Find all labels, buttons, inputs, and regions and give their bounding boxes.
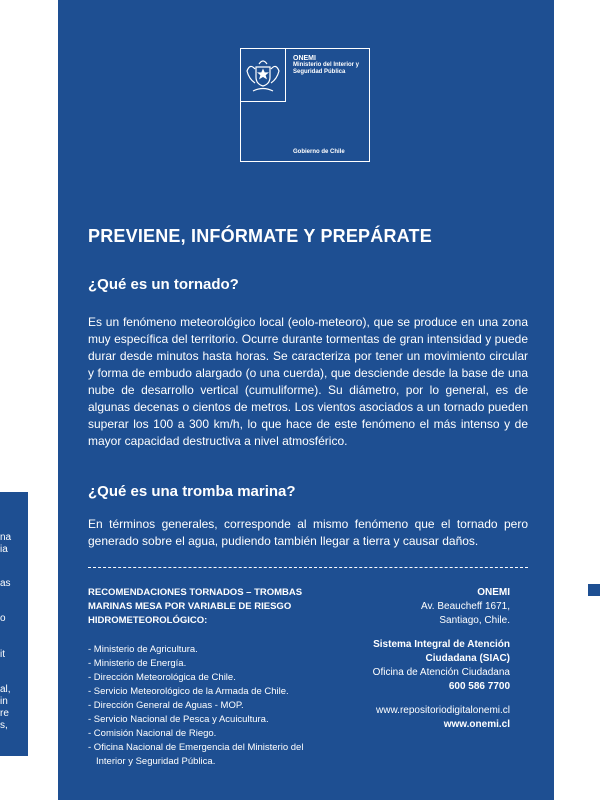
list-item: - Comisión Nacional de Riego.: [88, 728, 217, 739]
list-item: - Ministerio de Agricultura.: [88, 644, 198, 655]
logo-gov-text: Gobierno de Chile: [293, 149, 345, 155]
strip-fragment: s,: [0, 720, 8, 731]
contact-block: [310, 586, 510, 732]
adjacent-page-mark: [588, 584, 600, 596]
section-title-tornado: ¿Qué es un tornado?: [88, 276, 239, 293]
siac-office: Oficina de Atención Ciudadana: [372, 667, 510, 678]
main-heading: PREVIENE, INFÓRMATE Y PREPÁRATE: [88, 226, 432, 246]
logo-ministry: Ministerio del Interior y Seguridad Pública: [293, 62, 360, 75]
coat-of-arms-icon: [241, 49, 285, 101]
list-item: - Ministerio de Energía.: [88, 658, 187, 669]
strip-fragment: re: [0, 708, 9, 719]
logo-org-text: [293, 55, 359, 76]
section-title-tromba: ¿Qué es una tromba marina?: [88, 483, 296, 500]
siac-title-line1: Sistema Integral de Atención: [373, 639, 510, 650]
logo-org-name: ONEMI: [293, 55, 316, 62]
strip-fragment: al,: [0, 684, 11, 695]
tornado-paragraph: Es un fenómeno meteorológico local (eolo-meteoro), que se produce en una zona muy específica del territorio. Ocurre durante tormentas de gran intensidad y puede durar desde minutos hasta horas. Se caracteriza por tener un movimiento circular y forma de embudo alargado (o una cuerda), que desciende desde la base de una nube de desarrollo vertical (cumuliforme). Su diámetro, por lo general, es de algunas decenas o cientos de metros. Los vientos asociados a un tornado pueden superar los 100 a 300 km/h, lo que hace de este fenómeno el más intenso y de mayor capacidad destructiva a nivel atmosférico.: [88, 315, 528, 448]
onemi-logo: [240, 48, 370, 162]
list-item: - Servicio Meteorológico de la Armada de Chile.: [88, 686, 289, 697]
strip-fragment: as: [0, 578, 11, 589]
list-item: - Servicio Nacional de Pesca y Acuicultura.: [88, 714, 269, 725]
logo-emblem-box: [241, 49, 286, 102]
strip-fragment: in: [0, 696, 8, 707]
list-item-continuation: [88, 755, 328, 769]
list-item: - Oficina Nacional de Emergencia del Ministerio del: [88, 742, 304, 753]
leaflet-panel: [58, 0, 554, 800]
list-item-continuation-text: Interior y Seguridad Pública.: [96, 756, 216, 767]
list-item: - Dirección Meteorológica de Chile.: [88, 672, 236, 683]
contact-org: ONEMI: [477, 587, 510, 598]
list-item: - Dirección General de Aguas - MOP.: [88, 700, 244, 711]
repository-link[interactable]: www.repositoriodigitalonemi.cl: [376, 705, 510, 716]
strip-fragment: na: [0, 532, 12, 543]
siac-title-line2: Ciudadana (SIAC): [425, 653, 510, 664]
contact-address-line1: Av. Beaucheff 1671,: [421, 601, 510, 612]
strip-fragment: it: [0, 649, 5, 660]
strip-fragment: ia: [0, 544, 8, 555]
recommendations-title: RECOMENDACIONES TORNADOS – TROMBAS MARINAS MESA POR VARIABLE DE RIESGO HIDROMETEOROLÓGICO:: [88, 587, 303, 626]
contact-address-line2: Santiago, Chile.: [439, 615, 510, 626]
strip-fragment: o: [0, 613, 6, 624]
institutions-list: [88, 643, 328, 769]
onemi-website-link[interactable]: www.onemi.cl: [443, 719, 510, 730]
dashed-divider: [88, 567, 528, 568]
tromba-paragraph: En términos generales, corresponde al mismo fenómeno que el tornado pero generado sobre el agua, pudiendo también llegar a tierra y causar daños.: [88, 517, 528, 548]
siac-phone: 600 586 7700: [448, 681, 510, 692]
